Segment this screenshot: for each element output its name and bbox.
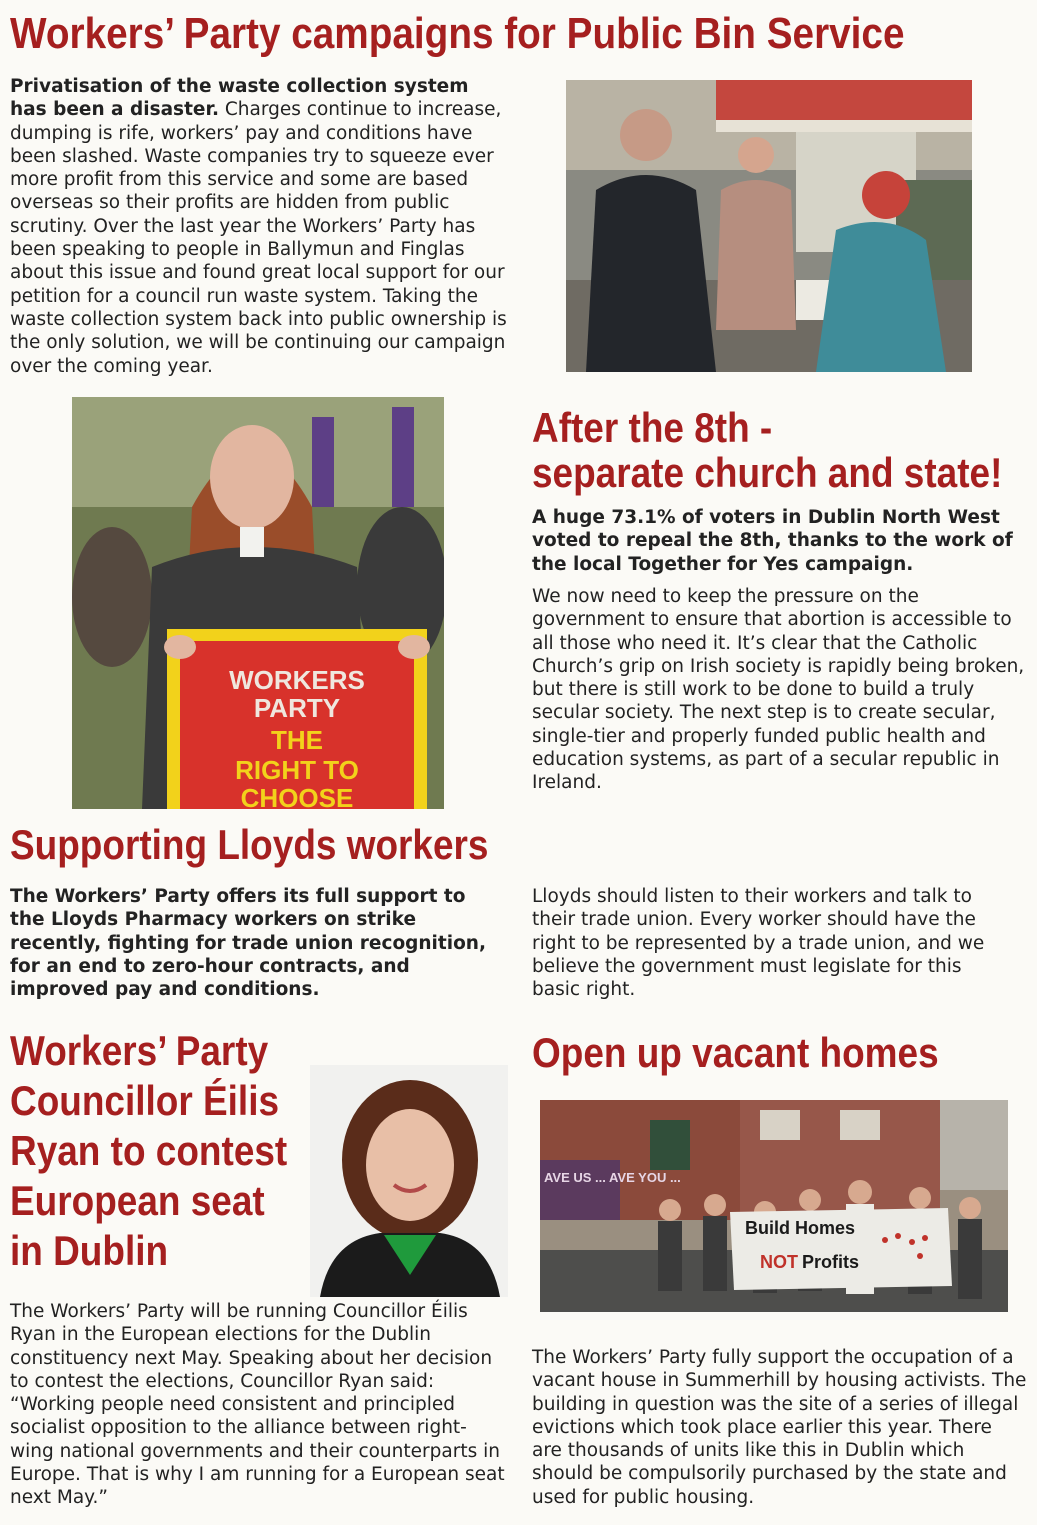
councillor-portrait	[310, 1065, 508, 1297]
placard-line1: WORKERS	[229, 665, 365, 695]
petition-photo	[566, 80, 972, 372]
lloyds-lead: The Workers’ Party offers its full support to the Lloyds Pharmacy workers on strike recently, fighting for trade union recognition, for an end to zero-hour contracts, and improved pay and conditions.	[10, 886, 486, 1001]
bin-lead: Privatisation of the waste collection system has been a disaster.	[10, 76, 469, 121]
banner-build-homes: Build Homes	[745, 1218, 856, 1238]
protest-sign-text: AVE US ... AVE YOU ...	[544, 1170, 681, 1185]
banner-not: NOT	[760, 1252, 798, 1272]
eighth-headline-line1: After the 8th -	[532, 404, 773, 451]
councillor-headline-line3: Ryan to contest	[10, 1127, 288, 1174]
councillor-headline-line1: Workers’ Party	[10, 1027, 269, 1074]
eighth-headline-line2: separate church and state!	[532, 449, 1003, 496]
banner-profits: Profits	[802, 1252, 860, 1272]
eighth-lead: A huge 73.1% of voters in Dublin North West voted to repeal the 8th, thanks to the work of the local Together for Yes campaign.	[532, 507, 1013, 575]
homes-body: The Workers’ Party fully support the occupation of a vacant house in Summerhill by housing activists. The building in question was the site of a series of illegal evictions which took place earlier this year. There are thousands of units like this in Dublin which should be compulsorily purchased by the state and used for public housing.	[532, 1347, 1027, 1508]
bin-body: Charges continue to increase, dumping is rife, workers’ pay and conditions have been slashed. Waste companies try to squeeze ever more profit from this service and some are based overseas so their profits are hidden from public scrutiny. Over the last year the Workers’ Party has been speaking to people in Ballymun and Finglas about this issue and found great local support for our petition for a council run waste system. Taking the waste collection system back into public ownership is the only solution, we will be continuing our campaign over the coming year.	[10, 99, 507, 377]
lloyds-headline: Supporting Lloyds workers	[10, 821, 489, 868]
bin-article	[10, 75, 510, 378]
placard-line2: PARTY	[253, 693, 341, 723]
bin-headline: Workers’ Party campaigns for Public Bin Service	[10, 9, 905, 58]
councillor-body: The Workers’ Party will be running Councillor Éilis Ryan in the European elections for the Dublin constituency next May. Speaking about her decision to contest the elections, Councillor Ryan said: “Working people need consistent and principled socialist opposition to the alliance between right-wing national governments and their counterparts in Europe. That is why I am running for a European seat next May.”	[10, 1301, 505, 1509]
councillor-headline-line5: in Dublin	[10, 1227, 169, 1274]
placard-line5: CHOOSE	[240, 783, 354, 809]
councillor-headline-line2: Councillor Éilis	[10, 1077, 280, 1124]
lloyds-body: Lloyds should listen to their workers and talk to their trade union. Every worker should have the right to be represented by a trade union, and we believe the government must legislate for this basic right.	[532, 886, 985, 1001]
homes-headline: Open up vacant homes	[532, 1029, 939, 1076]
placard-line4: RIGHT TO	[235, 755, 359, 785]
placard-line3: THE	[271, 725, 323, 755]
councillor-headline-line4: European seat	[10, 1177, 265, 1224]
housing-protest-photo	[540, 1100, 1008, 1312]
rally-photo	[72, 397, 444, 809]
eighth-body: We now need to keep the pressure on the government to ensure that abortion is accessible to all those who need it. It’s clear that the Catholic Church’s grip on Irish society is rapidly being broken, but there is still work to be done to build a truly secular society. The next step is to create secular, single-tier and properly funded public health and education systems, as part of a secular republic in Ireland.	[532, 586, 1025, 794]
